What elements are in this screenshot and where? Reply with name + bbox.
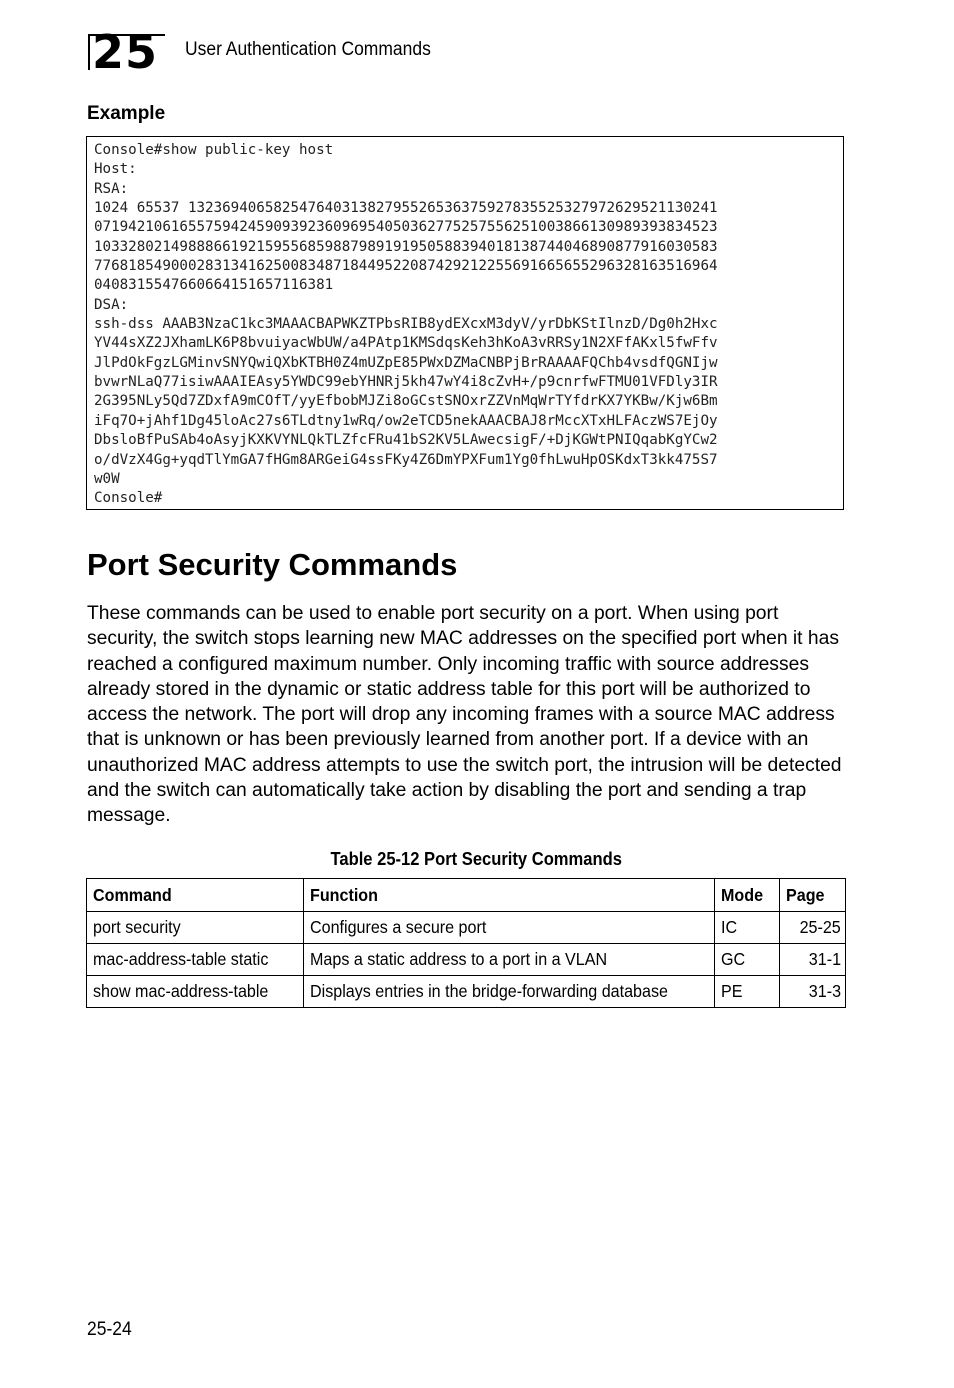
table-row <box>87 944 846 976</box>
cell-function: Configures a secure port <box>303 912 715 944</box>
cell-page: 31-3 <box>780 976 846 1008</box>
header-page: Page <box>780 879 846 912</box>
cell-function: Displays entries in the bridge-forwarding database <box>303 976 715 1008</box>
table-row <box>87 976 846 1008</box>
header-command: Command <box>87 879 304 912</box>
header-function: Function <box>303 879 715 912</box>
code-line: DSA: <box>94 296 129 313</box>
code-line: 2G395NLy5Qd7ZDxfA9mCOfT/yyEfbobMJZi8oGCstSNOxrZZVnMqWrTYfdrKX7YKBw/Kjw6Bm <box>94 393 718 410</box>
cell-mode: PE <box>715 976 780 1008</box>
running-header: User Authentication Commands <box>185 39 431 60</box>
port-security-table <box>86 878 846 1008</box>
code-line: JlPdOkFgzLGMinvSNYQwiQXbKTBH0Z4mUZpE85PWxDZMaCNBPjBrRAAAAFQChb4vsdfQGNIjw <box>94 354 718 371</box>
cell-function: Maps a static address to a port in a VLAN <box>303 944 715 976</box>
page-number: 25-24 <box>87 1319 132 1340</box>
code-line: 0408315547660664151657116381 <box>94 277 334 294</box>
intro-paragraph: These commands can be used to enable port security on a port. When using port security, the switch stops learning new MAC addresses on the specified port when it has reached a configured maximum number. Only incoming traffic with source addresses already stored in the dynamic or static address table for this port will be authorized to access the network. The port will drop any incoming frames with a source MAC address that is unknown or has been previously learned from another port. If a device with an unauthorized MAC address attempts to use the switch port, the intrusion will be detected and the switch can automatically take action by disabling the port and sending a trap message. <box>87 603 842 827</box>
code-line: 1033280214988866192159556859887989191950588394018138744046890877916030583 <box>94 238 718 255</box>
code-line: w0W <box>94 470 120 487</box>
cell-page: 25-25 <box>780 912 846 944</box>
code-line: Console# <box>94 490 163 507</box>
example-heading: Example <box>87 103 166 124</box>
code-example-box <box>86 136 844 510</box>
code-line: 1024 65537 13236940658254764031382795526536375927835525327972629521130241 <box>94 200 718 217</box>
cell-command: show mac-address-table <box>87 976 304 1008</box>
cell-mode: IC <box>715 912 780 944</box>
cell-mode: GC <box>715 944 780 976</box>
cell-command: mac-address-table static <box>87 944 304 976</box>
code-line: YV44sXZ2JXhamLK6P8bvuiyacWbUW/a4PAtp1KMSdqsKeh3hKoA3vRRSy1N2XFfAKxl5fwFfv <box>94 335 718 352</box>
cell-command: port security <box>87 912 304 944</box>
cell-page: 31-1 <box>780 944 846 976</box>
code-line: o/dVzX4Gg+yqdTlYmGA7fHGm8ARGeiG4ssFKy4Z6DmYPXFum1Yg0fhLwuHpOSKdxT3kk475S7 <box>94 451 718 468</box>
table-row <box>87 912 846 944</box>
code-line: RSA: <box>94 180 129 197</box>
code-line: Console#show public-key host <box>94 142 334 158</box>
code-listing <box>94 141 718 509</box>
code-line: 0719421061655759424590939236096954050362775257556251003866130989393834523 <box>94 219 718 236</box>
table-header-row <box>87 879 846 912</box>
code-line: ssh-dss AAAB3NzaC1kc3MAAACBAPWKZTPbsRIB8ydEXcxM3dyV/yrDbKStIlnzD/Dg0h2Hxc <box>94 316 718 333</box>
chapter-number: 25 <box>92 25 159 79</box>
code-line: iFq7O+jAhf1Dg45loAc27s6TLdtny1wRq/ow2eTCD5nekAAACBAJ8rMccXTxHLFAczWS7EjOy <box>94 412 718 429</box>
section-title: Port Security Commands <box>87 547 458 582</box>
table-caption: Table 25-12 Port Security Commands <box>330 849 622 869</box>
code-line: 7768185490002831341625008348718449522087429212255691665655296328163516964 <box>94 258 718 275</box>
code-line: Host: <box>94 161 137 178</box>
code-line: bvwrNLaQ77isiwAAAIEAsy5YWDC99ebYHNRj5kh47wY4i8cZvH+/p9cnrfwFTMU01VFDly3IR <box>94 374 718 391</box>
header-mode: Mode <box>715 879 780 912</box>
code-line: DbsloBfPuSAb4oAsyjKXKVYNLQkTLZfcFRu41bS2KV5LAwecsigF/+DjKGWtPNIQqabKgYCw2 <box>94 432 718 449</box>
